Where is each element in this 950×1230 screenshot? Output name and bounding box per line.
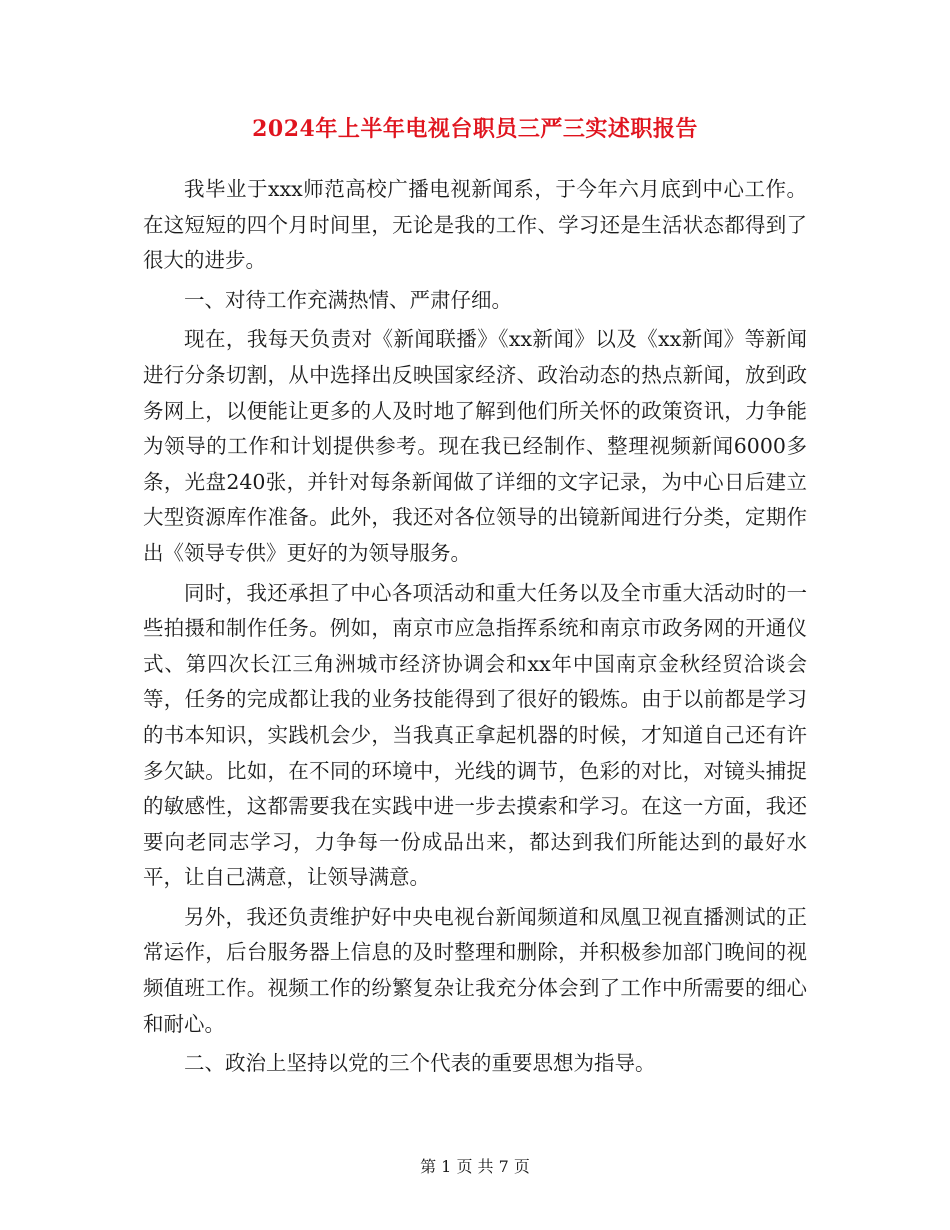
paragraph: 同时，我还承担了中心各项活动和重大任务以及全市重大活动时的一些拍摄和制作任务。例如，南京市应急指挥系统和南京市政务网的开通仪式、第四次长江三角洲城市经济协调会和xx年中国南京金秋经贸洽谈会等，任务的完成都让我的业务技能得到了很好的锻炼。由于以前都是学习的书本知识，实践机会少，当我真正拿起机器的时候，才知道自己还有许多欠缺。比如，在不同的环境中，光线的调节，色彩的对比，对镜头捕捉的敏感性，这都需要我在实践中进一步去摸索和学习。在这一方面，我还要向老同志学习，力争每一份成品出来，都达到我们所能达到的最好水平，让自己满意，让领导满意。 [143,580,807,890]
paragraph: 另外，我还负责维护好中央电视台新闻频道和凤凰卫视直播测试的正常运作，后台服务器上信息的及时整理和删除，并积极参加部门晚间的视频值班工作。视频工作的纷繁复杂让我充分体会到了工作中所需要的细心和耐心。 [143,904,807,1036]
page-number: 第 1 页 共 7 页 [420,1157,530,1176]
document-body [143,172,807,1086]
document-title: 2024年上半年电视台职员三严三实述职报告 [252,116,698,142]
section-heading: 一、对待工作充满热情、严肃仔细。 [184,287,512,312]
paragraph: 现在，我每天负责对《新闻联播》《xx新闻》以及《xx新闻》等新闻进行分条切割，从中选择出反映国家经济、政治动态的热点新闻，放到政务网上，以便能让更多的人及时地了解到他们所关怀的政策资讯，力争能为领导的工作和计划提供参考。现在我已经制作、整理视频新闻6000多条，光盘240张，并针对每条新闻做了详细的文字记录，为中心日后建立大型资源库作准备。此外，我还对各位领导的出镜新闻进行分类，定期作出《领导专供》更好的为领导服务。 [143,327,807,565]
section-heading: 二、政治上坚持以党的三个代表的重要思想为指导。 [184,1051,656,1076]
paragraph: 我毕业于xxx师范高校广播电视新闻系，于今年六月底到中心工作。在这短短的四个月时间里，无论是我的工作、学习还是生活状态都得到了很大的进步。 [143,177,807,273]
